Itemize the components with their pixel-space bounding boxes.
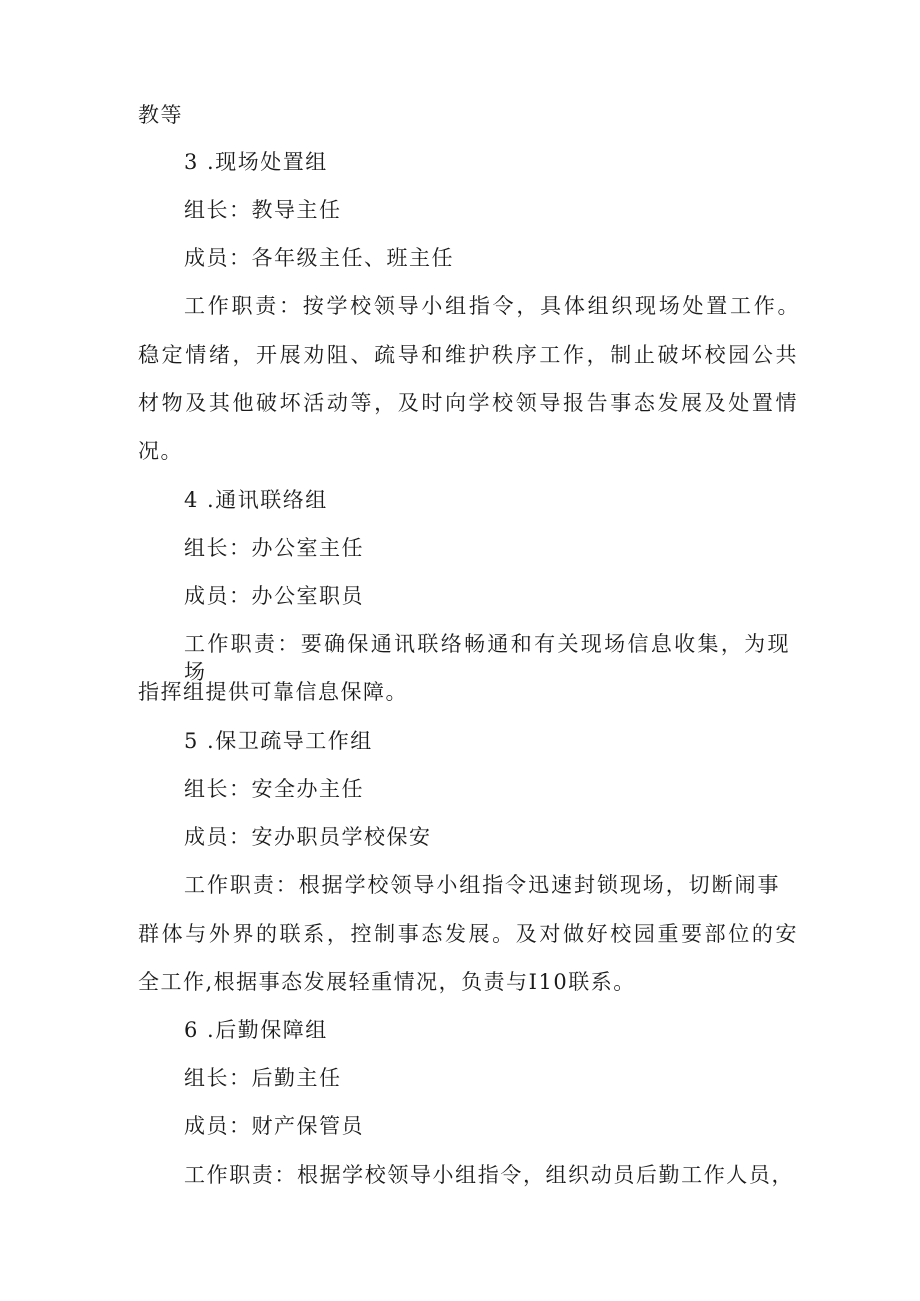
duty-line-5-3: 全工作,根据事态发展轻重情况，负责与I10联系。: [138, 970, 636, 994]
duty-line-3-1: 工作职责：按学校领导小组指令，具体组织现场处置工作。: [184, 294, 800, 318]
group-leader-4: 组长：办公室主任: [184, 536, 364, 560]
duty-line-4-2: 指挥组提供可靠信息保障。: [138, 680, 408, 704]
duty-line-4-1: 工作职责：要确保通讯联络畅通和有关现场信息收集，为现场: [184, 632, 790, 684]
duty-line-3-3: 材物及其他破坏活动等，及时向学校领导报告事态发展及处置情: [138, 391, 798, 415]
group-members-5: 成员：安办职员学校保安: [184, 825, 432, 849]
duty-line-3-4: 况。: [138, 439, 183, 463]
group-members-4: 成员：办公室职员: [184, 584, 364, 608]
section-heading-5: 5 .保卫疏导工作组: [184, 729, 373, 753]
text-line-continuation: 教等: [138, 103, 183, 127]
group-members-6: 成员：财产保管员: [184, 1114, 364, 1138]
group-leader-6: 组长：后勤主任: [184, 1066, 342, 1090]
duty-line-5-1: 工作职责：根据学校领导小组指令迅速封锁现场，切断闹事: [184, 873, 780, 897]
section-heading-6: 6 .后勤保障组: [184, 1018, 328, 1042]
section-heading-3: 3 .现场处置组: [184, 150, 328, 174]
group-leader-3: 组长：教导主任: [184, 198, 342, 222]
section-heading-4: 4 .通讯联络组: [184, 488, 328, 512]
group-leader-5: 组长：安全办主任: [184, 777, 364, 801]
duty-line-6-1: 工作职责：根据学校领导小组指令，组织动员后勤工作人员，: [184, 1163, 794, 1187]
duty-line-5-2: 群体与外界的联系，控制事态发展。及对做好校园重要部位的安: [138, 922, 798, 946]
duty-line-3-2: 稳定情绪，开展劝阻、疏导和维护秩序工作，制止破坏校园公共: [138, 343, 798, 367]
group-members-3: 成员：各年级主任、班主任: [184, 246, 454, 270]
